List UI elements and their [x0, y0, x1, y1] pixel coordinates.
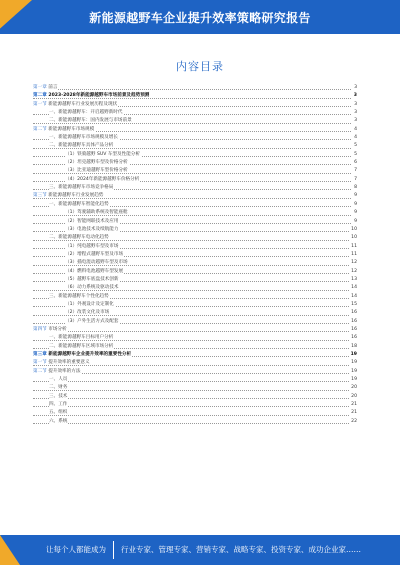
toc-entry[interactable]	[33, 259, 357, 267]
toc-entry-text: 六、系统	[49, 418, 68, 424]
toc-entry[interactable]	[33, 117, 357, 125]
toc-entry-label	[65, 302, 115, 307]
toc-entry-text: （4）燃料电池越野车型发展	[65, 268, 124, 274]
toc-entry-label	[33, 85, 58, 90]
toc-entry[interactable]	[33, 176, 357, 184]
toc-entry-page: 16	[350, 334, 357, 342]
toc-entry-label	[33, 352, 132, 357]
toc-entry-page: 11	[350, 251, 357, 259]
footer-slogan-left: 让每个人都能成为	[46, 545, 106, 554]
toc-entry-page: 12	[350, 268, 357, 276]
toc-entry[interactable]	[33, 384, 357, 392]
toc-entry[interactable]	[33, 393, 357, 401]
toc-entry[interactable]	[33, 234, 357, 242]
toc-entry-page: 19	[350, 376, 357, 384]
toc-entry-tag: 第二章	[33, 93, 47, 99]
footer-divider	[113, 541, 114, 559]
toc-entry-page: 3	[353, 92, 357, 100]
toc-entry[interactable]	[33, 276, 357, 284]
toc-entry-text: （4）2024年新能源越野车价格分析	[65, 176, 140, 182]
toc-entry[interactable]	[33, 351, 357, 359]
toc-leader-dots	[33, 89, 351, 90]
toc-entry[interactable]	[33, 284, 357, 292]
toc-entry[interactable]	[33, 359, 357, 367]
toc-entry-text: 新能源越野车企业提升效率的重要性分析	[48, 352, 132, 357]
toc-entry-label	[33, 193, 104, 198]
toc-entry[interactable]	[33, 167, 357, 175]
toc-entry[interactable]	[33, 126, 357, 134]
toc-entry-label	[65, 177, 140, 182]
toc-entry-page: 9	[353, 192, 357, 200]
toc-entry-text: 新能源越野车行业发展趋势	[48, 193, 104, 199]
toc-entry-text: （2）增程式越野车型及市场	[65, 251, 124, 257]
toc-entry[interactable]	[33, 192, 357, 200]
toc-entry-text: （2）坦克越野车型及价格分析	[65, 160, 128, 166]
toc-entry-label	[65, 219, 119, 224]
toc-entry-page: 19	[350, 368, 357, 376]
toc-entry[interactable]	[33, 84, 357, 92]
toc-entry-label	[49, 110, 124, 115]
toc-entry-page: 22	[350, 418, 357, 426]
toc-entry-tag: 第一节	[33, 101, 47, 107]
toc-entry-text: 二、财务	[49, 385, 68, 391]
toc-entry-page: 12	[350, 259, 357, 267]
toc-entry-label	[49, 235, 110, 240]
toc-entry[interactable]	[33, 209, 357, 217]
toc-entry-text: （2）智能网联技术及应用	[65, 218, 119, 224]
toc-entry[interactable]	[33, 334, 357, 342]
toc-entry[interactable]	[33, 134, 357, 142]
toc-entry-page: 5	[353, 151, 357, 159]
toc-entry-page: 3	[353, 101, 357, 109]
toc-entry[interactable]	[33, 409, 357, 417]
header-banner	[0, 0, 400, 34]
toc-entry-text: 四、工作	[49, 402, 68, 408]
toc-entry[interactable]	[33, 376, 357, 384]
toc-entry-label	[65, 260, 129, 265]
toc-entry-page: 7	[353, 167, 357, 175]
toc-entry-label	[49, 402, 68, 407]
toc-entry-text: 三、新能源越野车个性化趋势	[49, 293, 109, 299]
toc-entry-label	[49, 419, 68, 424]
toc-entry-label	[33, 369, 81, 374]
toc-entry-label	[65, 152, 141, 157]
toc-entry-page: 21	[350, 409, 357, 417]
toc-entry[interactable]	[33, 293, 357, 301]
toc-entry[interactable]	[33, 309, 357, 317]
toc-leader-dots	[33, 398, 351, 399]
toc-entry[interactable]	[33, 418, 357, 426]
toc-entry-text: 一、新能源越野车：开启越野新时代	[49, 110, 123, 116]
toc-entry[interactable]	[33, 142, 357, 150]
toc-entry-page: 4	[353, 126, 357, 134]
footer-banner	[0, 535, 400, 565]
toc-entry-page: 9	[353, 209, 357, 217]
toc-entry-text: （2）改装文化及市场	[65, 310, 110, 316]
toc-entry-text: 一、新能源越野车目标用户分析	[49, 335, 114, 341]
toc-entry-label	[65, 269, 124, 274]
toc-entry-label	[49, 118, 133, 123]
toc-entry-label	[49, 202, 110, 207]
toc-entry-text: （1）纯电越野车型及市场	[65, 243, 119, 249]
toc-entry-label	[33, 127, 95, 132]
toc-entry-page: 19	[350, 359, 357, 367]
toc-entry-text: （3）电池技术及续航能力	[65, 226, 119, 232]
table-of-contents	[33, 84, 357, 426]
toc-entry-text: （1）驾驶辅助系统及智能座舱	[65, 210, 128, 216]
toc-entry-text: 提升效率的方法	[48, 368, 81, 374]
toc-entry-text: 二、新能源越野车电动化趋势	[49, 235, 109, 241]
toc-entry-text: （1）外观设计及定制化	[65, 301, 114, 307]
toc-entry-page: 6	[353, 159, 357, 167]
toc-entry[interactable]	[33, 343, 357, 351]
toc-entry-label	[49, 185, 114, 190]
toc-entry-text: 一、新能源越野车市场规模及增长	[49, 135, 118, 141]
toc-entry-tag: 第一章	[33, 85, 47, 90]
toc-entry-label	[49, 377, 68, 382]
toc-entry-tag: 第三节	[33, 193, 47, 199]
toc-entry-text: 提升效率的重要意义	[48, 360, 90, 366]
toc-entry-text: 三、技术	[49, 393, 68, 399]
toc-entry-page: 19	[350, 351, 357, 359]
toc-entry-page: 16	[350, 326, 357, 334]
toc-leader-dots	[33, 390, 351, 391]
toc-entry[interactable]	[33, 159, 357, 167]
toc-entry[interactable]	[33, 151, 357, 159]
toc-entry-page: 14	[350, 293, 357, 301]
toc-entry-label	[65, 252, 124, 257]
toc-entry-label	[65, 160, 129, 165]
toc-entry-label	[49, 394, 68, 399]
toc-entry[interactable]	[33, 318, 357, 326]
toc-entry[interactable]	[33, 218, 357, 226]
toc-entry-page: 15	[350, 301, 357, 309]
toc-entry-text: 二、新能源越野车具体产品分析	[49, 143, 114, 149]
toc-entry[interactable]	[33, 368, 357, 376]
toc-entry-page: 16	[350, 318, 357, 326]
toc-entry-page: 9	[353, 218, 357, 226]
toc-entry[interactable]	[33, 251, 357, 259]
toc-entry-text: （1）铁骑越野 SUV 车型及性能分析	[65, 151, 140, 157]
toc-entry-text: （3）插电混动越野车型及市场	[65, 260, 128, 266]
toc-entry-tag: 第四节	[33, 326, 47, 332]
toc-entry-text: 新能源越野车行业发展历程及现状	[48, 101, 118, 107]
toc-entry-label	[65, 310, 110, 315]
toc-entry-page: 14	[350, 284, 357, 292]
toc-entry-page: 9	[353, 201, 357, 209]
toc-entry-label	[49, 344, 114, 349]
toc-entry-page: 5	[353, 142, 357, 150]
toc-entry-page: 8	[353, 184, 357, 192]
toc-entry-page: 16	[350, 309, 357, 317]
toc-entry-tag: 第二节	[33, 126, 47, 132]
toc-leader-dots	[33, 381, 351, 382]
toc-entry-text: 新能源越野车市场规模	[48, 126, 95, 132]
footer-accent-shape	[0, 535, 20, 565]
toc-entry-label	[65, 285, 119, 290]
toc-entry-page: 3	[353, 84, 357, 92]
toc-entry[interactable]	[33, 201, 357, 209]
toc-entry-label	[49, 410, 68, 415]
toc-entry[interactable]	[33, 109, 357, 117]
toc-entry[interactable]	[33, 401, 357, 409]
toc-entry-page: 21	[350, 401, 357, 409]
toc-entry-text: 五、组织	[49, 410, 68, 416]
toc-entry-page: 20	[350, 384, 357, 392]
toc-leader-dots	[33, 415, 351, 416]
toc-entry-page: 20	[350, 393, 357, 401]
toc-entry-label	[49, 294, 110, 299]
toc-entry[interactable]	[33, 92, 357, 100]
toc-entry-page: 3	[353, 117, 357, 125]
toc-entry-page: 11	[350, 243, 357, 251]
toc-entry-page: 7	[353, 176, 357, 184]
toc-entry-label	[65, 210, 129, 215]
toc-entry-label	[49, 135, 119, 140]
toc-entry-label	[65, 227, 119, 232]
toc-entry-text: 前言	[48, 85, 58, 90]
toc-entry-label	[49, 143, 114, 148]
toc-entry[interactable]	[33, 301, 357, 309]
toc-entry[interactable]	[33, 101, 357, 109]
toc-entry-page: 4	[353, 134, 357, 142]
toc-entry-page: 10	[350, 226, 357, 234]
toc-entry-label	[33, 102, 118, 107]
toc-entry[interactable]	[33, 243, 357, 251]
toc-entry-text: （6）动力系统及驱动技术	[65, 285, 119, 291]
toc-entry[interactable]	[33, 268, 357, 276]
toc-entry-text: 二、新能源越野车：国内发展与市场前景	[49, 118, 132, 124]
footer-slogan-right: 行业专家、管理专家、营销专家、战略专家、投资专家、成功企业家……	[121, 545, 361, 554]
toc-entry-tag: 第一节	[33, 360, 47, 366]
toc-entry[interactable]	[33, 184, 357, 192]
toc-entry-text: 一、人员	[49, 377, 68, 383]
toc-entry-label	[65, 319, 119, 324]
toc-entry-label	[33, 93, 150, 98]
toc-entry-page: 18	[350, 343, 357, 351]
toc-entry-tag: 第二节	[33, 368, 47, 374]
toc-entry-text: （3）比亚迪越野车型价格分析	[65, 168, 128, 174]
toc-leader-dots	[33, 406, 351, 407]
toc-entry-text: （3）户外生活方式及配套	[65, 318, 119, 324]
toc-entry-label	[33, 327, 68, 332]
report-title: 新能源越野车企业提升效率策略研究报告	[89, 11, 311, 25]
toc-leader-dots	[33, 331, 351, 332]
toc-entry-label	[65, 277, 119, 282]
toc-entry-page: 3	[353, 109, 357, 117]
toc-entry-label	[65, 168, 129, 173]
toc-entry-page: 10	[350, 234, 357, 242]
toc-entry-label	[65, 244, 119, 249]
toc-heading: 内容目录	[176, 60, 224, 73]
toc-entry-text: 市场分析	[48, 326, 67, 332]
toc-entry-text: 2023-2028年新能源越野车市场前景及趋势预测	[48, 93, 150, 99]
toc-leader-dots	[33, 423, 351, 424]
toc-entry-label	[33, 360, 91, 365]
toc-entry-label	[49, 385, 68, 390]
toc-entry-text: 三、新能源越野车市场竞争格局	[49, 185, 114, 191]
toc-entry[interactable]	[33, 226, 357, 234]
toc-entry-text: 二、新能源越野车区域市场分析	[49, 343, 114, 349]
toc-entry-label	[49, 335, 114, 340]
toc-entry-page: 13	[350, 276, 357, 284]
toc-entry-text: （5）越野车底盘技术创新	[65, 276, 119, 282]
toc-entry-text: 一、新能源越野车智能化趋势	[49, 201, 109, 207]
toc-entry-tag: 第三章	[33, 352, 47, 357]
toc-entry[interactable]	[33, 326, 357, 334]
